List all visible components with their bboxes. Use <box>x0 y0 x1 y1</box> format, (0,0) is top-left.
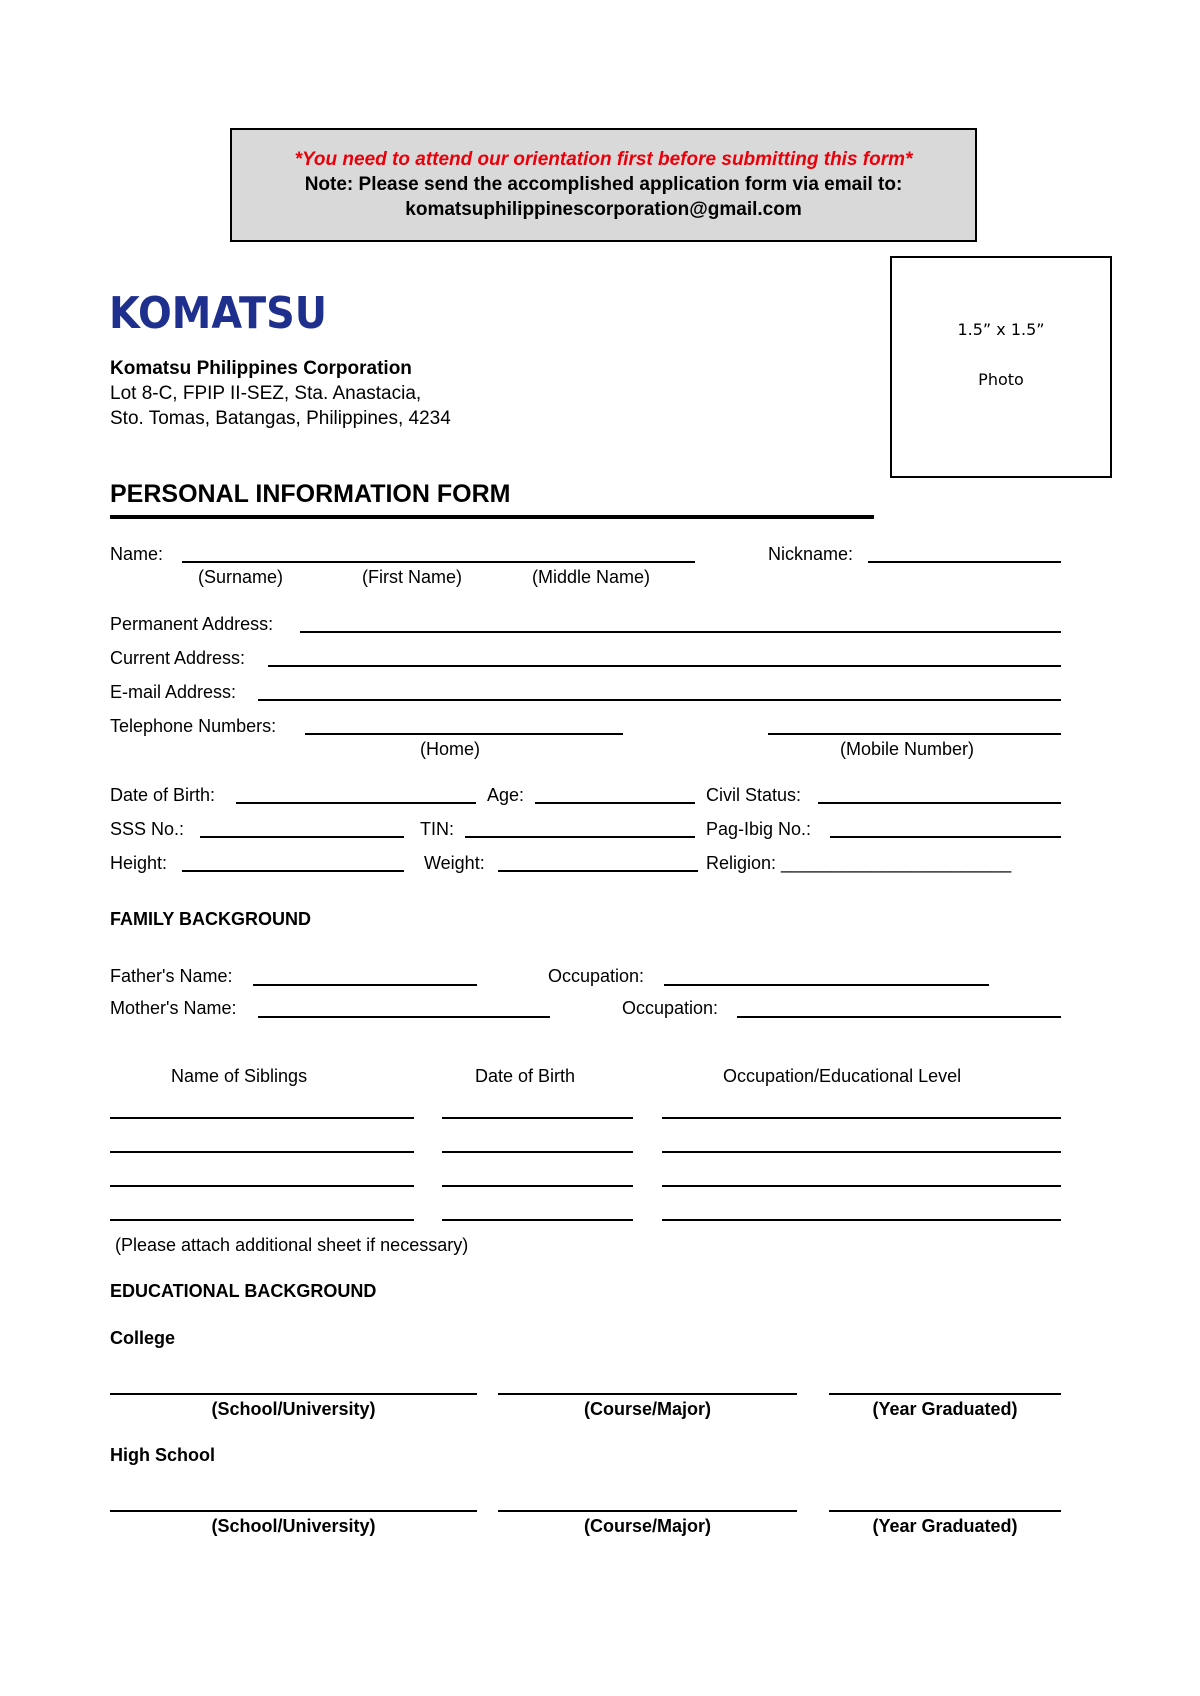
high-school-course-field[interactable] <box>498 1510 797 1512</box>
sibling-dob-field[interactable] <box>442 1117 633 1119</box>
civil-status-field[interactable] <box>818 802 1061 804</box>
company-info <box>110 356 451 431</box>
sibling-dob-field[interactable] <box>442 1185 633 1187</box>
photo-size-label: 1.5” x 1.5” <box>957 320 1045 339</box>
first-name-hint: (First Name) <box>362 567 462 587</box>
high-school-year-field[interactable] <box>829 1510 1061 1512</box>
height-label: Height: <box>110 853 168 873</box>
pagibig-label: Pag-Ibig No.: <box>706 819 812 839</box>
mobile-hint: (Mobile Number) <box>840 739 975 759</box>
dob-field[interactable] <box>236 802 476 804</box>
orientation-notice-box <box>230 128 977 242</box>
mobile-phone-field[interactable] <box>768 733 1061 735</box>
sibling-dob-field[interactable] <box>442 1151 633 1153</box>
college-school-field[interactable] <box>110 1393 477 1395</box>
father-name-field[interactable] <box>253 984 477 986</box>
nickname-field[interactable] <box>868 561 1061 563</box>
college-school-hint: (School/University) <box>211 1399 376 1419</box>
weight-label: Weight: <box>424 853 485 873</box>
weight-field[interactable] <box>498 870 698 872</box>
company-address-line2: Sto. Tomas, Batangas, Philippines, 4234 <box>110 408 451 429</box>
home-hint: (Home) <box>420 739 481 759</box>
pagibig-field[interactable] <box>830 836 1061 838</box>
email-instruction: Note: Please send the accomplished application form via email to: <box>304 174 903 195</box>
komatsu-logo <box>109 290 329 337</box>
mother-occupation-field[interactable] <box>737 1016 1061 1018</box>
sibling-dob-field[interactable] <box>442 1219 633 1221</box>
high-school-course-hint: (Course/Major) <box>583 1516 711 1536</box>
photo-placeholder-box[interactable] <box>890 256 1112 478</box>
name-label: Name: <box>110 544 164 564</box>
sibling-occupation-field[interactable] <box>662 1117 1061 1119</box>
telephone-label: Telephone Numbers: <box>110 716 277 736</box>
sibling-occupation-field[interactable] <box>662 1185 1061 1187</box>
dob-label: Date of Birth: <box>110 785 216 805</box>
college-label: College <box>110 1328 176 1348</box>
college-course-hint: (Course/Major) <box>583 1399 711 1419</box>
permanent-address-field[interactable] <box>300 631 1061 633</box>
siblings-name-header: Name of Siblings <box>171 1066 308 1086</box>
siblings-occupation-header: Occupation/Educational Level <box>723 1066 962 1086</box>
sibling-occupation-field[interactable] <box>662 1219 1061 1221</box>
height-field[interactable] <box>182 870 404 872</box>
mother-occupation-label: Occupation: <box>622 998 719 1018</box>
logo-wordmark: KOMATSU <box>109 290 327 332</box>
sibling-name-field[interactable] <box>110 1151 414 1153</box>
middle-name-hint: (Middle Name) <box>532 567 651 587</box>
name-field[interactable] <box>182 561 695 563</box>
father-occupation-label: Occupation: <box>548 966 645 986</box>
sss-field[interactable] <box>200 836 404 838</box>
attach-sheet-note: (Please attach additional sheet if necessary) <box>115 1235 469 1255</box>
sibling-name-field[interactable] <box>110 1219 414 1221</box>
high-school-year-hint: (Year Graduated) <box>872 1516 1018 1536</box>
company-address-line1: Lot 8-C, FPIP II-SEZ, Sta. Anastacia, <box>110 383 422 404</box>
home-phone-field[interactable] <box>305 733 623 735</box>
company-name: Komatsu Philippines Corporation <box>110 358 412 379</box>
sibling-name-field[interactable] <box>110 1185 414 1187</box>
permanent-address-label: Permanent Address: <box>110 614 274 634</box>
sibling-name-field[interactable] <box>110 1117 414 1119</box>
orientation-warning: *You need to attend our orientation first before submitting this form* <box>294 149 913 170</box>
photo-label: Photo <box>978 370 1024 389</box>
surname-hint: (Surname) <box>198 567 284 587</box>
religion-label[interactable]: Religion: _______________________ <box>706 853 1012 873</box>
email-label: E-mail Address: <box>110 682 237 702</box>
submission-email[interactable]: komatsuphilippinescorporation@gmail.com <box>405 199 802 220</box>
nickname-label: Nickname: <box>768 544 854 564</box>
father-name-label: Father's Name: <box>110 966 233 986</box>
siblings-dob-header: Date of Birth <box>475 1066 576 1086</box>
family-background-heading: FAMILY BACKGROUND <box>110 909 312 929</box>
title-underline <box>110 515 874 519</box>
form-title: PERSONAL INFORMATION FORM <box>110 480 511 508</box>
sss-label: SSS No.: <box>110 819 185 839</box>
mother-name-label: Mother's Name: <box>110 998 237 1018</box>
father-occupation-field[interactable] <box>664 984 989 986</box>
tin-label: TIN: <box>420 819 454 839</box>
civil-status-label: Civil Status: <box>706 785 802 805</box>
college-year-hint: (Year Graduated) <box>872 1399 1018 1419</box>
current-address-field[interactable] <box>268 665 1061 667</box>
high-school-label: High School <box>110 1445 215 1465</box>
mother-name-field[interactable] <box>258 1016 550 1018</box>
age-field[interactable] <box>535 802 695 804</box>
current-address-label: Current Address: <box>110 648 246 668</box>
educational-background-heading: EDUCATIONAL BACKGROUND <box>110 1281 377 1301</box>
tin-field[interactable] <box>465 836 695 838</box>
college-year-field[interactable] <box>829 1393 1061 1395</box>
high-school-school-field[interactable] <box>110 1510 477 1512</box>
age-label: Age: <box>487 785 525 805</box>
sibling-occupation-field[interactable] <box>662 1151 1061 1153</box>
high-school-school-hint: (School/University) <box>211 1516 376 1536</box>
komatsu-logo-mark <box>109 290 329 332</box>
email-field[interactable] <box>258 699 1061 701</box>
college-course-field[interactable] <box>498 1393 797 1395</box>
